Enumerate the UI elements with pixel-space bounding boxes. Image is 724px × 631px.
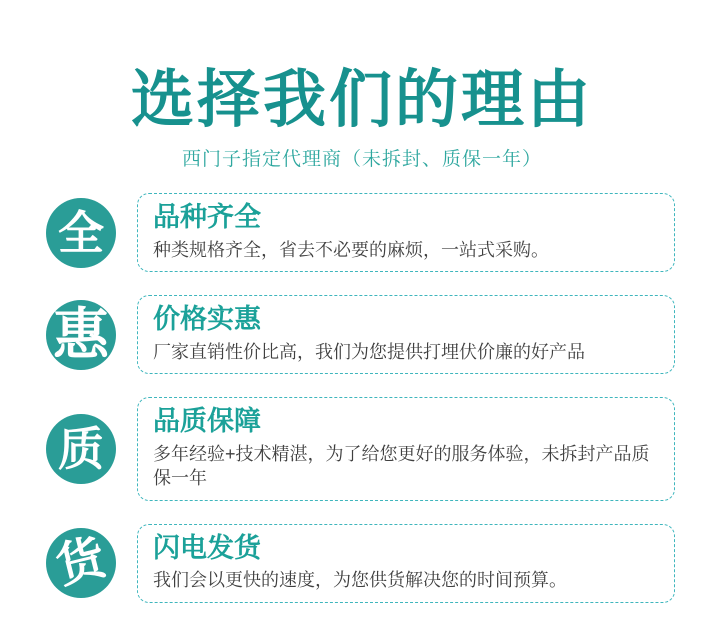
badge-character: 货 xyxy=(51,531,111,595)
reason-heading: 品质保障 xyxy=(153,406,261,437)
reason-description: 种类规格齐全，省去不必要的麻烦，一站式采购。 xyxy=(153,240,549,261)
reason-card xyxy=(137,524,675,603)
reason-heading: 品种齐全 xyxy=(153,202,261,233)
reason-list xyxy=(0,193,724,602)
badge-character: 全 xyxy=(58,206,104,259)
badge-circle-price xyxy=(46,300,116,370)
reason-item-price xyxy=(46,295,675,374)
reason-item-shipping xyxy=(46,524,675,603)
badge-character: 惠 xyxy=(53,302,109,366)
reason-item-quality xyxy=(46,397,675,500)
page-title: 选择我们的理由 xyxy=(131,65,593,135)
reason-heading: 闪电发货 xyxy=(153,532,261,563)
page-subtitle: 西门子指定代理商（未拆封、质保一年） xyxy=(181,149,542,171)
header xyxy=(0,0,724,171)
reason-item-variety xyxy=(46,193,675,272)
reason-description: 厂家直销性价比高，我们为您提供打埋伏价廉的好产品 xyxy=(153,342,585,363)
badge-circle-quality xyxy=(46,414,116,484)
badge-character: 质 xyxy=(58,423,104,476)
badge-circle-shipping xyxy=(46,528,116,598)
badge-circle-variety xyxy=(46,198,116,268)
reason-description: 我们会以更快的速度，为您供货解决您的时间预算。 xyxy=(153,570,567,591)
reason-card xyxy=(137,193,675,272)
reason-heading: 价格实惠 xyxy=(153,304,261,335)
reason-card xyxy=(137,397,675,500)
reason-description: 多年经验+技术精湛，为了给您更好的服务体验，未拆封产品质保一年 xyxy=(153,444,650,489)
reason-card xyxy=(137,295,675,374)
